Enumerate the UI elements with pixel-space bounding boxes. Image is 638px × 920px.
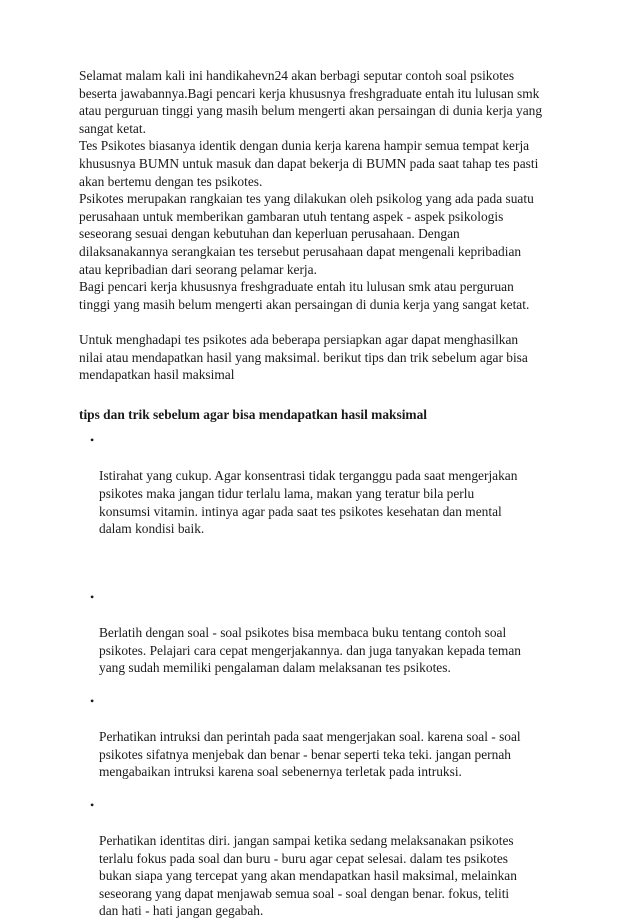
tip-text: Perhatikan identitas diri. jangan sampai ketika sedang melaksanakan psikotes terlalu fokus pada soal dan buru - buru agar cepat selesai. dalam tes psikotes bukan siapa yang tercepat yang akan mendapatkan hasil maksimal, melainkan seseorang yang dapat menjawab semua soal - soal dengan benar. fokus, teliti dan hati - hati jangan gegabah. (99, 832, 517, 919)
list-item (79, 693, 569, 781)
bullet-icon: • (90, 693, 95, 708)
list-item (79, 797, 569, 920)
tips-list (79, 432, 569, 920)
list-item (79, 589, 569, 677)
paragraph-spacer (79, 313, 569, 331)
bullet-icon: • (90, 589, 95, 604)
bullet-icon: • (90, 797, 95, 812)
tip-text: Perhatikan intruksi dan perintah pada saat mengerjakan soal. karena soal - soal psikotes sifatnya menjebak dan benar - benar seperti teka teki. jangan pernah mengabaikan intruksi karena soal sebenernya terletak pada intruksi. (99, 729, 521, 780)
tips-heading: tips dan trik sebelum agar bisa mendapatkan hasil maksimal (79, 406, 427, 422)
document-page (79, 67, 569, 920)
intro-paragraph: Selamat malam kali ini handikahevn24 akan berbagi seputar contoh soal psikotes beserta jawabannya.Bagi pencari kerja khususnya freshgraduate entah itu lulusan smk atau perguruan tinggi yang masih belum mengerti akan persaingan di dunia kerja yang sangat ketat. Tes Psikotes biasanya identik dengan dunia kerja karena hampir semua tempat kerja khususnya BUMN untuk masuk dan dapat bekerja di BUMN pada saat tahap tes pasti akan bertemu dengan tes psikotes. Psikotes merupakan rangkaian tes yang dilakukan oleh psikolog yang ada pada suatu perusahaan untuk memberikan gambaran utuh tentang aspek - aspek psikologis seseorang sesuai dengan kebutuhan dan keperluan perusahaan. Dengan dilaksanakannya serangkaian tes tersebut perusahaan dapat mengenali kepribadian atau kepribadian dari seorang pelamar kerja. Bagi pencari kerja khususnya freshgraduate entah itu lulusan smk atau perguruan tinggi yang masih belum mengerti akan persaingan di dunia kerja yang sangat ketat. (79, 68, 543, 312)
bullet-icon: • (90, 433, 95, 448)
preparation-paragraph: Untuk menghadapi tes psikotes ada beberapa persiapkan agar dapat menghasilkan nilai atau mendapatkan hasil yang maksimal. berikut tips dan trik sebelum agar bisa mendapatkan hasil maksimal (79, 331, 528, 383)
tip-text: Berlatih dengan soal - soal psikotes bisa membaca buku tentang contoh soal psikotes. Pelajari cara cepat mengerjakannya. dan juga tanyakan kepada teman yang sudah memiliki pengalaman dalam melaksanan tes psikotes. (99, 625, 521, 676)
tip-text: Istirahat yang cukup. Agar konsentrasi tidak terganggu pada saat mengerjakan psikotes maka jangan tidur terlalu lama, makan yang teratur bila perlu konsumsi vitamin. intinya agar pada saat tes psikotes kesehatan dan mental dalam kondisi baik. (99, 468, 518, 537)
list-item (79, 432, 569, 538)
